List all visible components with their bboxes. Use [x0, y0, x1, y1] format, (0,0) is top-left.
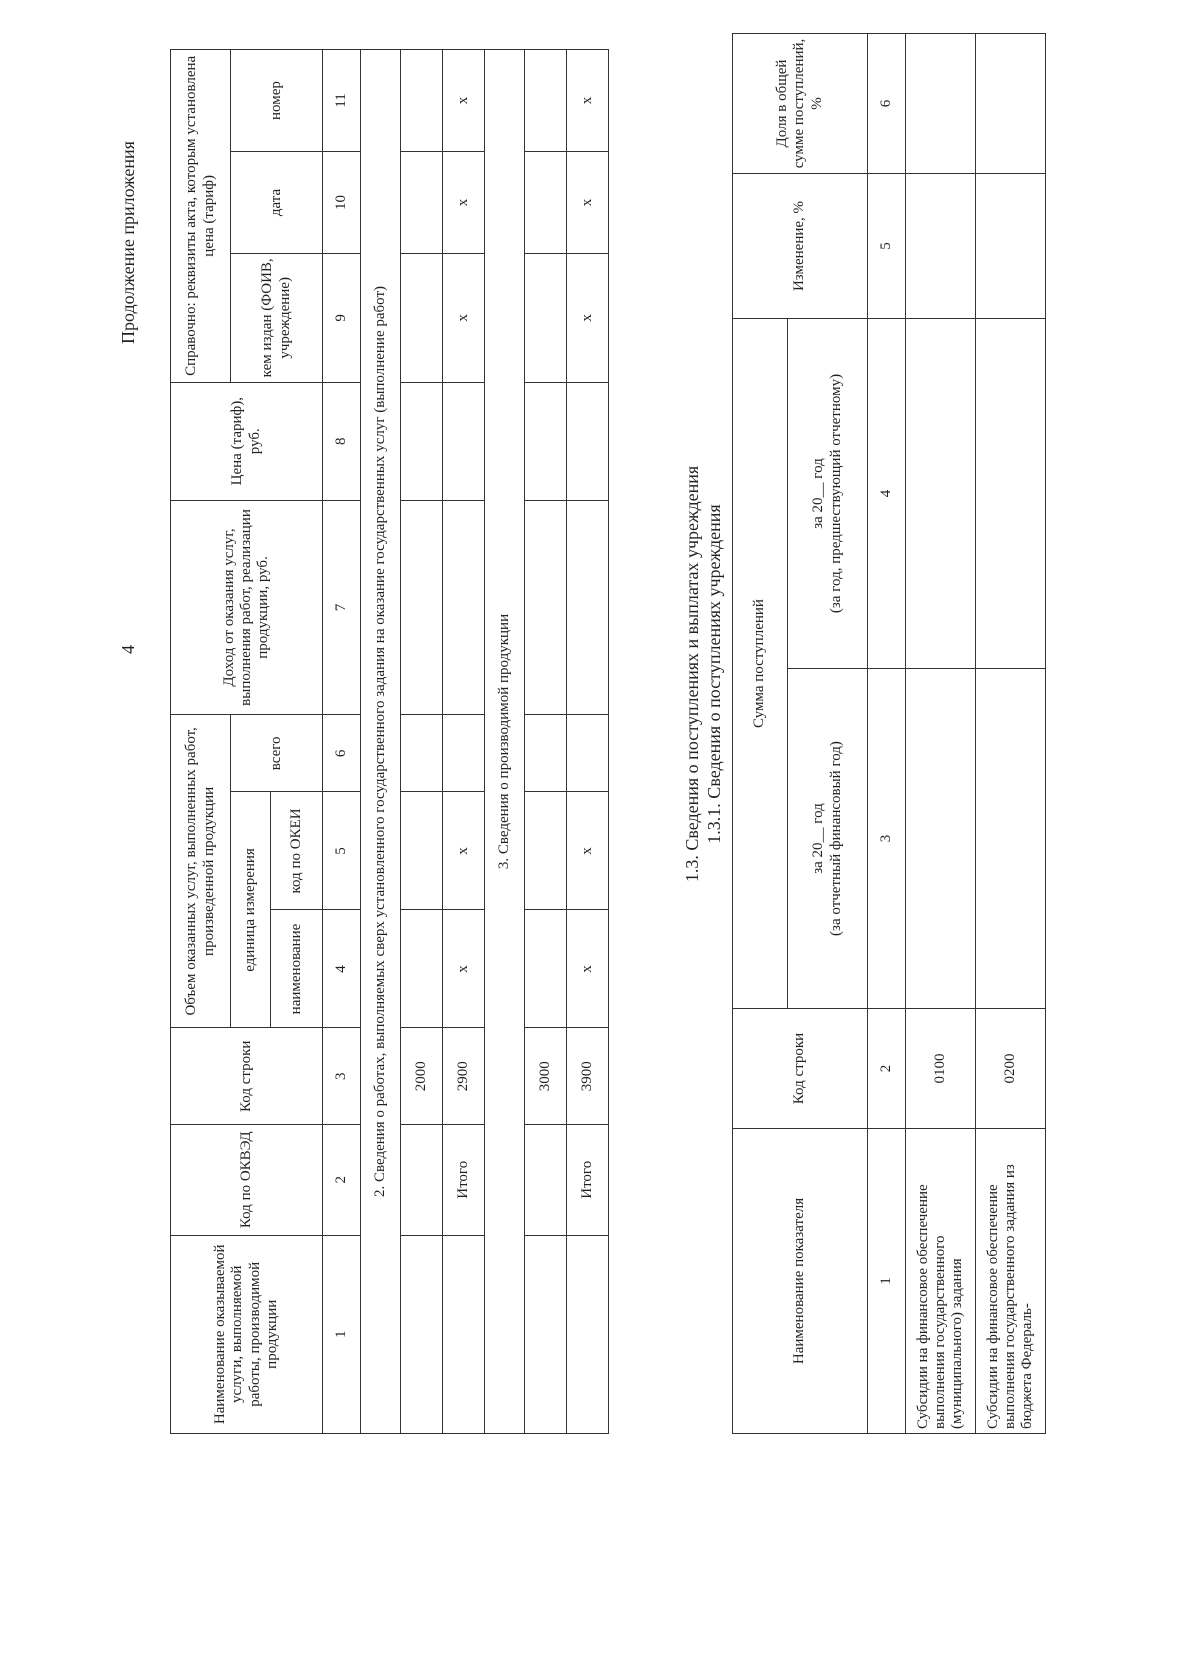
cell: x [443, 152, 485, 254]
section-heading: 1.3. Сведения о поступлениях и выплатах учреждения [682, 465, 702, 883]
header-share: Доля в общей сумме поступлений, % [733, 34, 868, 174]
cell: x [567, 152, 609, 254]
indicator-name-cell: Субсидии на финансовое обеспечение выполнения государственного (муниципального) задания [906, 1129, 976, 1434]
cell [906, 669, 976, 1009]
row-code-cell: 2900 [443, 1028, 485, 1125]
header-ref-number: номер [231, 50, 323, 152]
col-number: 5 [323, 792, 361, 910]
cell [525, 1125, 567, 1236]
header-previous-year [788, 319, 868, 669]
col-number: 8 [323, 382, 361, 500]
col-number: 4 [323, 910, 361, 1028]
header-unit-code: код по ОКЕИ [271, 792, 323, 910]
col-number: 2 [868, 1009, 906, 1129]
cell [567, 500, 609, 715]
cell [401, 500, 443, 715]
col-number: 1 [868, 1129, 906, 1434]
cell [525, 1235, 567, 1433]
cell: x [443, 792, 485, 910]
page-number: 4 [118, 645, 138, 654]
cell [401, 152, 443, 254]
current-year-note: (за отчетный финансовый год) [827, 741, 844, 936]
cell [525, 152, 567, 254]
col-number: 10 [323, 152, 361, 254]
cell [443, 500, 485, 715]
table-row [401, 50, 443, 1434]
cell [401, 382, 443, 500]
cell: x [567, 910, 609, 1028]
cell: x [443, 50, 485, 152]
table-row [567, 50, 609, 1434]
services-table [170, 49, 609, 1434]
row-code-cell: 2000 [401, 1028, 443, 1125]
cell [443, 382, 485, 500]
cell [525, 715, 567, 792]
section-subheading: 1.3.1. Сведения о поступлениях учреждения [704, 504, 724, 844]
total-label-cell: Итого [443, 1125, 485, 1236]
header-total: всего [231, 715, 323, 792]
row-code-cell: 0200 [976, 1009, 1046, 1129]
header-okved-code: Код по ОКВЭД [171, 1125, 323, 1236]
table-row [906, 34, 976, 1434]
cell [401, 50, 443, 152]
cell [401, 253, 443, 382]
row-code-cell: 0100 [906, 1009, 976, 1129]
cell [401, 1125, 443, 1236]
col-number: 2 [323, 1125, 361, 1236]
col-number: 6 [323, 715, 361, 792]
section-2-title: 2. Сведения о работах, выполняемых сверх установленного государственного задания на оказание государственных услуг (выполнение работ) [361, 50, 401, 1434]
header-volume: Объем оказанных услуг, выполненных работ, произведенной продукции [171, 715, 231, 1028]
col-number: 7 [323, 500, 361, 715]
continuation-label: Продолжение приложения [118, 141, 138, 344]
header-price: Цена (тариф), руб. [171, 382, 323, 500]
col-number: 1 [323, 1235, 361, 1433]
table-row [525, 50, 567, 1434]
receipts-table [732, 33, 1046, 1434]
cell [976, 669, 1046, 1009]
col-number: 3 [323, 1028, 361, 1125]
cell: x [567, 253, 609, 382]
cell: x [567, 792, 609, 910]
header-change: Изменение, % [733, 174, 868, 319]
cell [976, 174, 1046, 319]
header-unit: единица измерения [231, 792, 271, 1028]
header-indicator-name: Наименование показателя [733, 1129, 868, 1434]
header-row-code: Код строки [171, 1028, 323, 1125]
cell [443, 1235, 485, 1433]
cell: x [443, 253, 485, 382]
table-row [443, 50, 485, 1434]
cell [976, 34, 1046, 174]
cell [976, 319, 1046, 669]
header-ref-date: дата [231, 152, 323, 254]
cell [525, 910, 567, 1028]
col-number: 6 [868, 34, 906, 174]
cell [443, 715, 485, 792]
row-code-cell: 3900 [567, 1028, 609, 1125]
cell [567, 1235, 609, 1433]
cell [906, 319, 976, 669]
table-row [976, 34, 1046, 1434]
cell: x [443, 910, 485, 1028]
header-current-year [788, 669, 868, 1009]
indicator-name-cell: Субсидии на финансовое обеспечение выполнения государственного задания из бюджета Федераль- [976, 1129, 1046, 1434]
col-number: 9 [323, 253, 361, 382]
column-number-row [868, 34, 906, 1434]
cell [525, 382, 567, 500]
cell [525, 50, 567, 152]
cell [401, 792, 443, 910]
cell [567, 382, 609, 500]
header-ref-issuer: кем издан (ФОИВ, учреждение) [231, 253, 323, 382]
header-reference: Справочно: реквизиты акта, которым установлена цена (тариф) [171, 50, 231, 383]
header-row-code: Код строки [733, 1009, 868, 1129]
total-label-cell: Итого [567, 1125, 609, 1236]
header-service-name: Наименование оказываемой услуги, выполняемой работы, производимой продукции [171, 1235, 323, 1433]
cell [906, 34, 976, 174]
previous-year-label: за 20__ год [810, 458, 827, 529]
column-number-row [323, 50, 361, 1434]
cell: x [567, 50, 609, 152]
cell [401, 715, 443, 792]
cell [525, 253, 567, 382]
cell [525, 500, 567, 715]
col-number: 3 [868, 669, 906, 1009]
col-number: 11 [323, 50, 361, 152]
cell [401, 910, 443, 1028]
previous-year-note: (за год, предшествующий отчетному) [827, 373, 844, 614]
header-receipts-sum: Сумма поступлений [733, 319, 788, 1009]
cell [401, 1235, 443, 1433]
cell [525, 792, 567, 910]
current-year-label: за 20__ год [810, 803, 827, 874]
header-income: Доход от оказания услуг, выполнения работ, реализации продукции, руб. [171, 500, 323, 715]
section-3-title: 3. Сведения о производимой продукции [485, 50, 525, 1434]
col-number: 5 [868, 174, 906, 319]
col-number: 4 [868, 319, 906, 669]
cell [906, 174, 976, 319]
cell [567, 715, 609, 792]
row-code-cell: 3000 [525, 1028, 567, 1125]
header-unit-name: наименование [271, 910, 323, 1028]
